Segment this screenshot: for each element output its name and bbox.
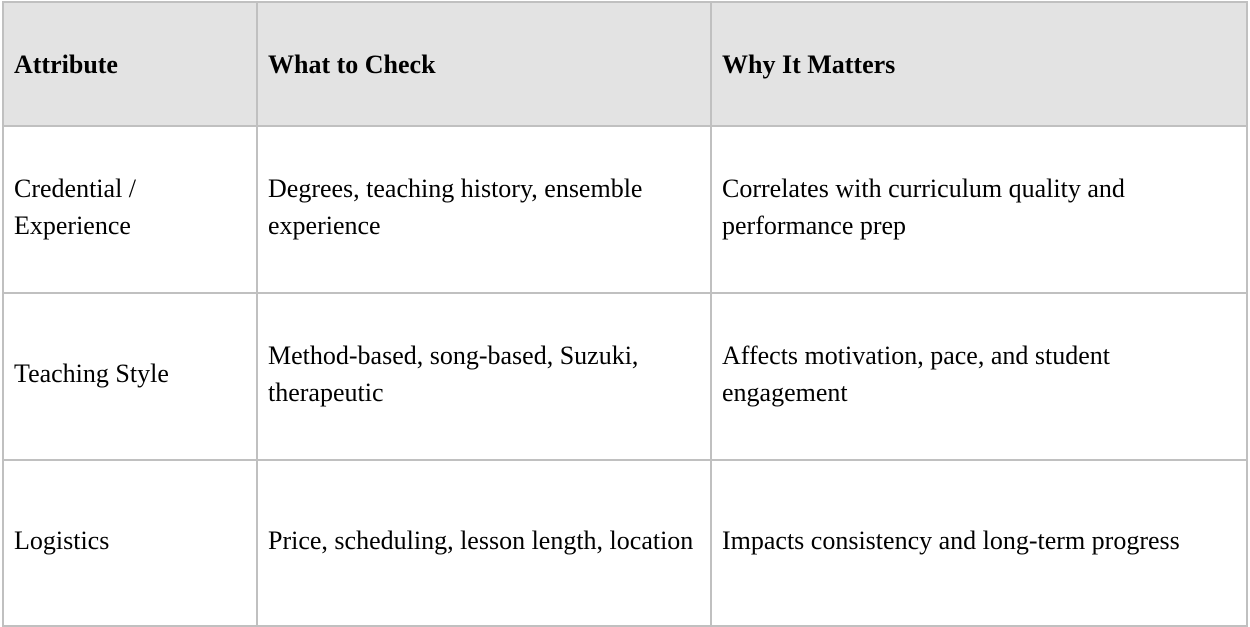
cell-what-to-check: Method-based, song-based, Suzuki, therapeutic (257, 293, 711, 460)
cell-why-it-matters: Correlates with curriculum quality and performance prep (711, 126, 1247, 293)
cell-what-to-check: Price, scheduling, lesson length, location (257, 460, 711, 626)
table-body (3, 126, 1247, 626)
cell-what-to-check: Degrees, teaching history, ensemble experience (257, 126, 711, 293)
cell-why-it-matters: Impacts consistency and long-term progress (711, 460, 1247, 626)
header-why-it-matters: Why It Matters (711, 2, 1247, 126)
header-row (3, 2, 1247, 126)
header-what-to-check: What to Check (257, 2, 711, 126)
table-row (3, 293, 1247, 460)
table-row (3, 460, 1247, 626)
table-header (3, 2, 1247, 126)
comparison-table (2, 1, 1248, 627)
cell-attribute: Teaching Style (3, 293, 257, 460)
cell-attribute: Logistics (3, 460, 257, 626)
table-row (3, 126, 1247, 293)
cell-why-it-matters: Affects motivation, pace, and student engagement (711, 293, 1247, 460)
header-attribute: Attribute (3, 2, 257, 126)
cell-attribute: Credential / Experience (3, 126, 257, 293)
